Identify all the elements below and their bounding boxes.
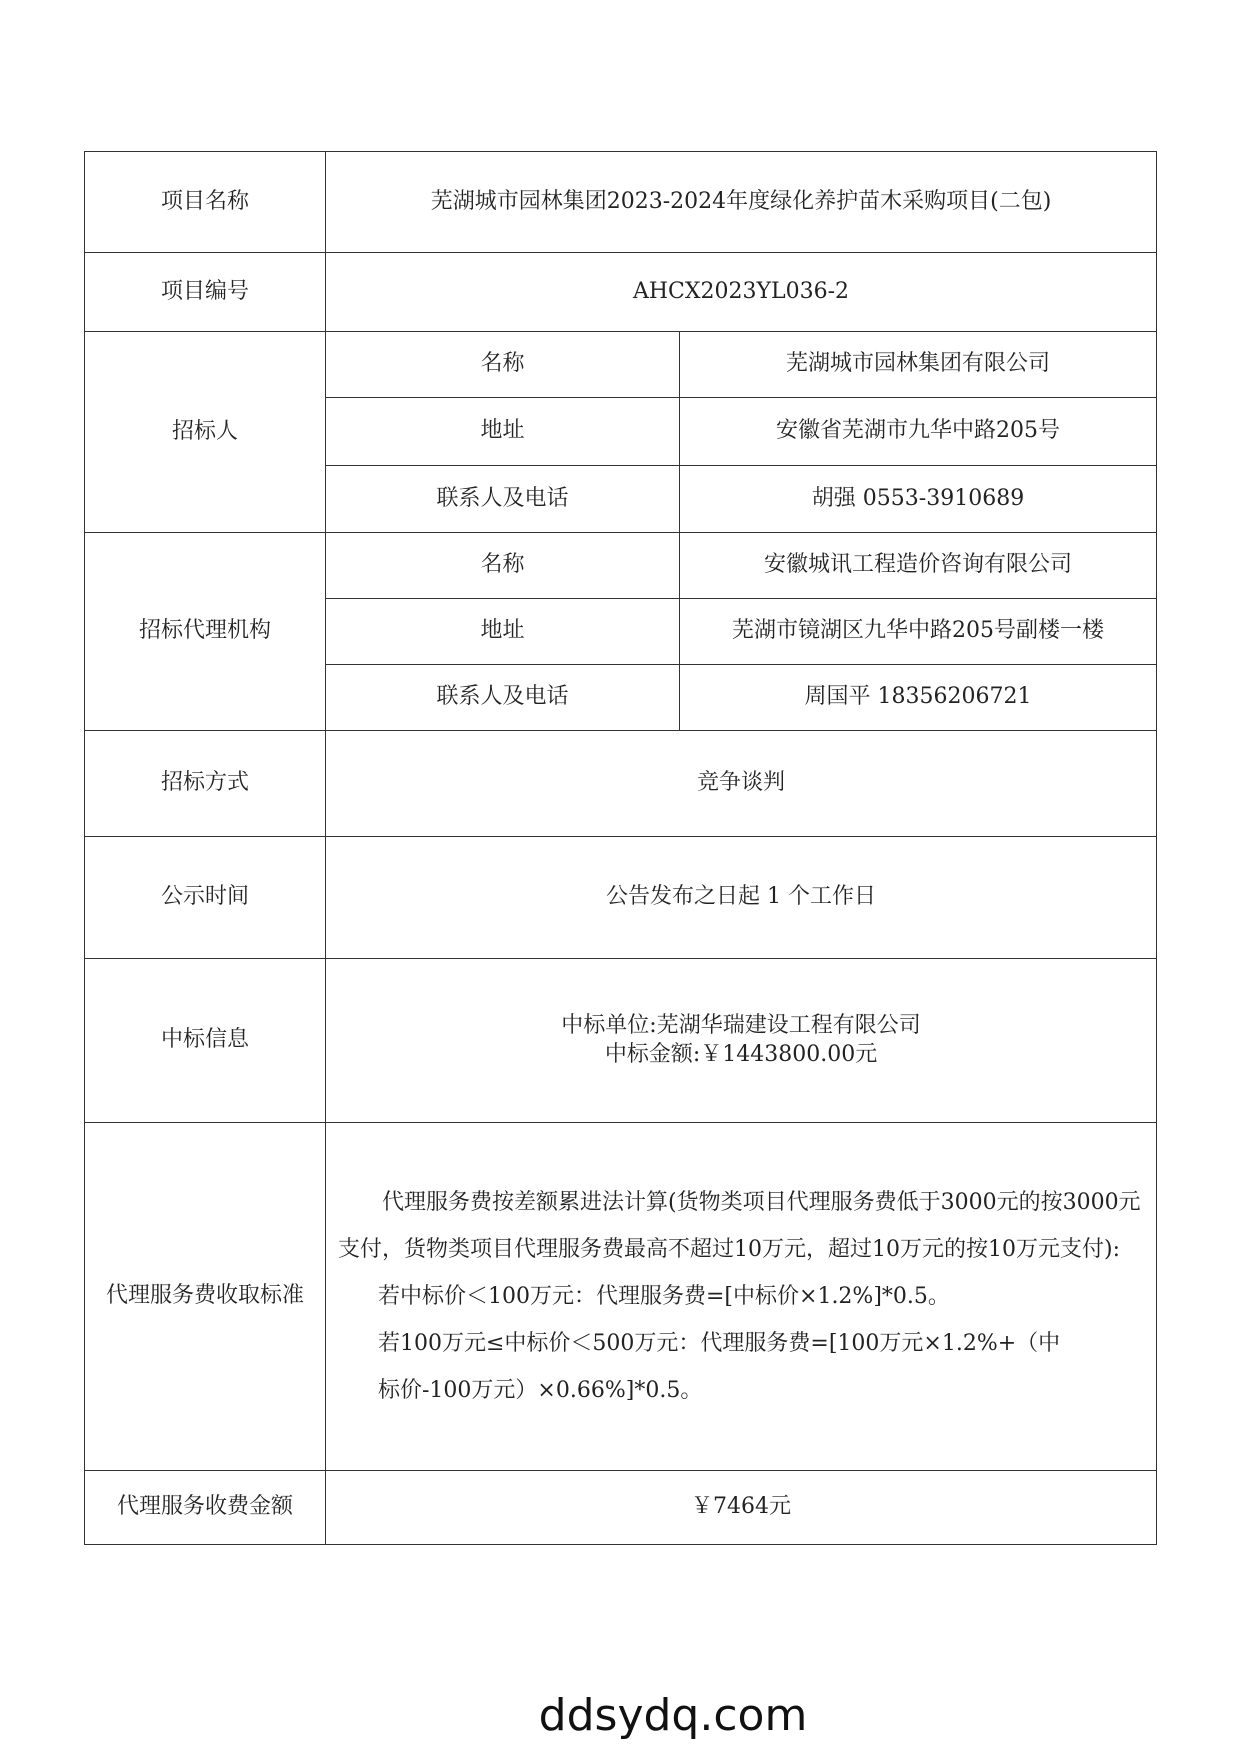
project-name-value: 芜湖城市园林集团2023-2024年度绿化养护苗木采购项目(二包): [326, 152, 1157, 253]
agency-address: 芜湖市镜湖区九华中路205号副楼一楼: [680, 599, 1157, 665]
tenderer-name: 芜湖城市园林集团有限公司: [680, 332, 1157, 398]
row-notice-period: [85, 837, 1157, 959]
award-amount: 中标金额:￥1443800.00元: [604, 1041, 878, 1067]
agency-address-label: 地址: [326, 599, 680, 665]
method-value: 竞争谈判: [326, 731, 1157, 837]
tenderer-contact: 胡强 0553-3910689: [680, 466, 1157, 533]
fee-standard-p4: 标价-100万元）×0.66%]*0.5。: [378, 1378, 703, 1403]
tenderer-contact-label: 联系人及电话: [326, 466, 680, 533]
notice-period-label: 公示时间: [85, 837, 326, 959]
fee-standard-p3: 若100万元≤中标价＜500万元：代理服务费=[100万元×1.2%+（中: [378, 1331, 1061, 1356]
row-award: [85, 959, 1157, 1123]
agency-contact: 周国平 18356206721: [680, 665, 1157, 731]
watermark-text: ddsydq.com: [538, 1690, 808, 1741]
row-agency-name: [85, 533, 1157, 599]
tenderer-address-label: 地址: [326, 398, 680, 466]
tenderer-address: 安徽省芜湖市九华中路205号: [680, 398, 1157, 466]
agency-name-label: 名称: [326, 533, 680, 599]
row-fee-amount: [85, 1471, 1157, 1545]
row-project-name: [85, 152, 1157, 253]
fee-amount-value: ￥7464元: [326, 1471, 1157, 1545]
row-fee-standard: [85, 1123, 1157, 1471]
notice-period-value: 公告发布之日起 1 个工作日: [326, 837, 1157, 959]
tenderer-name-label: 名称: [326, 332, 680, 398]
row-tenderer-name: [85, 332, 1157, 398]
fee-standard-label: 代理服务费收取标准: [85, 1123, 326, 1471]
announcement-table: [84, 151, 1157, 1545]
row-project-no: [85, 253, 1157, 332]
award-winner: 中标单位:芜湖华瑞建设工程有限公司: [561, 1012, 921, 1038]
fee-standard-text: [326, 1123, 1157, 1471]
agency-name: 安徽城讯工程造价咨询有限公司: [680, 533, 1157, 599]
fee-standard-p2: 若中标价＜100万元：代理服务费=[中标价×1.2%]*0.5。: [378, 1284, 950, 1309]
fee-standard-p1: 代理服务费按差额累进法计算(货物类项目代理服务费低于3000元的按3000元支付，货物类项目代理服务费最高不超过10万元，超过10万元的按10万元支付):: [338, 1190, 1141, 1262]
agency-contact-label: 联系人及电话: [326, 665, 680, 731]
award-value: [326, 959, 1157, 1123]
method-label: 招标方式: [85, 731, 326, 837]
tenderer-label: 招标人: [85, 332, 326, 533]
project-name-label: 项目名称: [85, 152, 326, 253]
row-method: [85, 731, 1157, 837]
project-no-value: AHCX2023YL036-2: [326, 253, 1157, 332]
project-no-label: 项目编号: [85, 253, 326, 332]
agency-label: 招标代理机构: [85, 533, 326, 731]
fee-amount-label: 代理服务收费金额: [85, 1471, 326, 1545]
award-label: 中标信息: [85, 959, 326, 1123]
